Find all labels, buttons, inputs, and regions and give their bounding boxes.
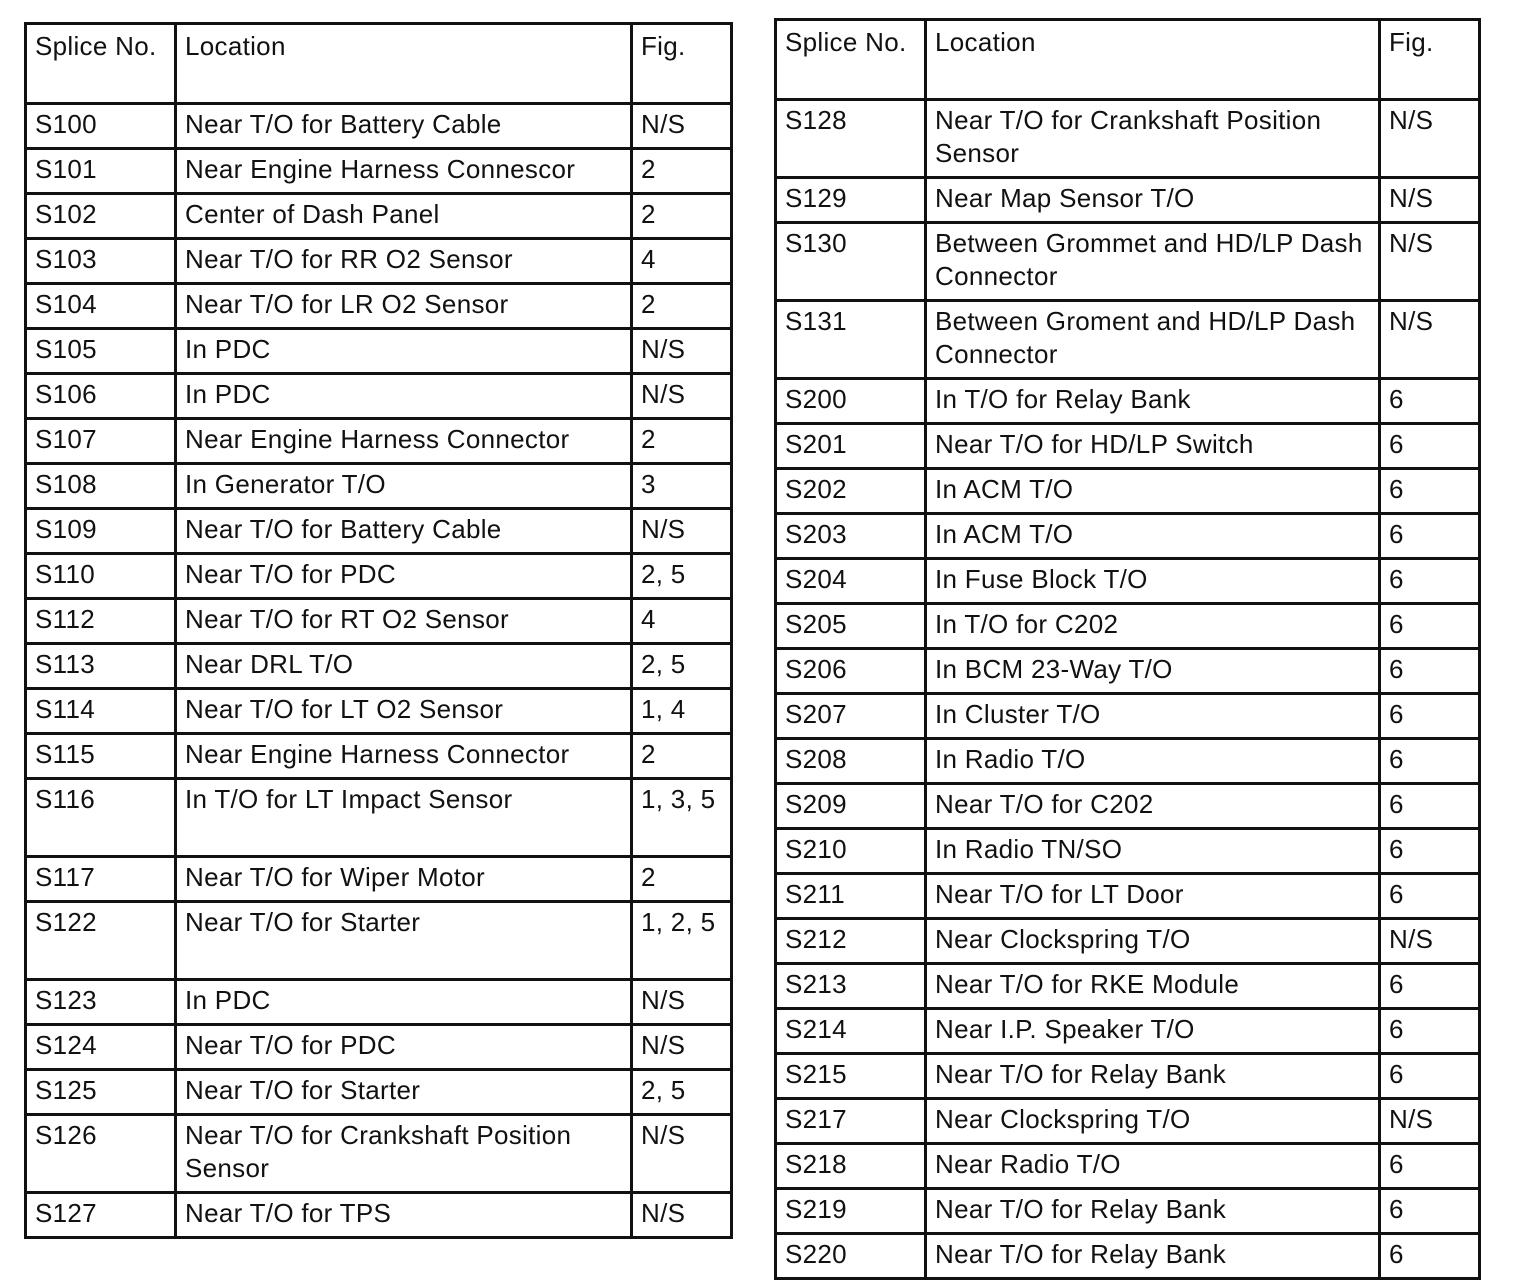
splice-no-cell: S122	[26, 902, 176, 980]
splice-no-cell: S106	[26, 374, 176, 419]
location-cell: Near Radio T/O	[926, 1144, 1380, 1189]
location-cell: Between Grommet and HD/LP Dash Connector	[926, 223, 1380, 301]
fig-cell: 6	[1380, 379, 1480, 424]
fig-cell: 6	[1380, 784, 1480, 829]
location-cell: Near T/O for Battery Cable	[176, 509, 632, 554]
location-cell: In ACM T/O	[926, 469, 1380, 514]
splice-table-left	[24, 22, 733, 1239]
table-row	[776, 178, 1480, 223]
table-row	[776, 514, 1480, 559]
location-cell: Near Engine Harness Connector	[176, 419, 632, 464]
location-cell: Near T/O for RT O2 Sensor	[176, 599, 632, 644]
fig-cell: 2, 5	[632, 554, 732, 599]
splice-no-cell: S217	[776, 1099, 926, 1144]
fig-cell: 6	[1380, 739, 1480, 784]
splice-no-cell: S131	[776, 301, 926, 379]
fig-cell: 6	[1380, 424, 1480, 469]
fig-cell: N/S	[632, 1193, 732, 1238]
table-row	[776, 649, 1480, 694]
splice-no-cell: S123	[26, 980, 176, 1025]
fig-cell: N/S	[1380, 1099, 1480, 1144]
splice-no-cell: S215	[776, 1054, 926, 1099]
location-cell: Near Clockspring T/O	[926, 1099, 1380, 1144]
table-row	[776, 301, 1480, 379]
splice-no-cell: S209	[776, 784, 926, 829]
location-cell: In T/O for Relay Bank	[926, 379, 1380, 424]
location-cell: Near Engine Harness Connescor	[176, 149, 632, 194]
fig-cell: N/S	[1380, 301, 1480, 379]
splice-no-cell: S200	[776, 379, 926, 424]
fig-cell: N/S	[632, 509, 732, 554]
splice-no-cell: S102	[26, 194, 176, 239]
splice-no-cell: S108	[26, 464, 176, 509]
location-cell: In Cluster T/O	[926, 694, 1380, 739]
header-fig: Fig.	[632, 24, 732, 104]
fig-cell: 2, 5	[632, 644, 732, 689]
table-row	[26, 857, 732, 902]
table-row	[26, 239, 732, 284]
fig-cell: 6	[1380, 874, 1480, 919]
table-row	[776, 100, 1480, 178]
splice-no-cell: S115	[26, 734, 176, 779]
fig-cell: 2	[632, 734, 732, 779]
fig-cell: N/S	[632, 980, 732, 1025]
fig-cell: 2	[632, 194, 732, 239]
splice-no-cell: S207	[776, 694, 926, 739]
fig-cell: 2	[632, 857, 732, 902]
fig-cell: 1, 3, 5	[632, 779, 732, 857]
location-cell: In BCM 23-Way T/O	[926, 649, 1380, 694]
fig-cell: 4	[632, 599, 732, 644]
table-row	[26, 464, 732, 509]
fig-cell: N/S	[632, 1115, 732, 1193]
splice-no-cell: S219	[776, 1189, 926, 1234]
location-cell: Near T/O for LT Door	[926, 874, 1380, 919]
splice-no-cell: S112	[26, 599, 176, 644]
splice-no-cell: S201	[776, 424, 926, 469]
table-row	[26, 689, 732, 734]
table-row	[776, 739, 1480, 784]
fig-cell: 6	[1380, 1144, 1480, 1189]
location-cell: Near DRL T/O	[176, 644, 632, 689]
table-row	[26, 104, 732, 149]
location-cell: In Radio TN/SO	[926, 829, 1380, 874]
location-cell: Near T/O for LR O2 Sensor	[176, 284, 632, 329]
location-cell: Near Engine Harness Connector	[176, 734, 632, 779]
location-cell: Near T/O for TPS	[176, 1193, 632, 1238]
location-cell: Near I.P. Speaker T/O	[926, 1009, 1380, 1054]
fig-cell: 6	[1380, 514, 1480, 559]
location-cell: Near Clockspring T/O	[926, 919, 1380, 964]
splice-no-cell: S125	[26, 1070, 176, 1115]
fig-cell: 6	[1380, 604, 1480, 649]
location-cell: Near T/O for C202	[926, 784, 1380, 829]
table-row	[776, 469, 1480, 514]
splice-no-cell: S104	[26, 284, 176, 329]
location-cell: In PDC	[176, 329, 632, 374]
table-row	[26, 902, 732, 980]
location-cell: Between Groment and HD/LP Dash Connector	[926, 301, 1380, 379]
splice-no-cell: S220	[776, 1234, 926, 1279]
splice-table-right	[774, 18, 1481, 1280]
splice-no-cell: S212	[776, 919, 926, 964]
location-cell: Near T/O for Starter	[176, 1070, 632, 1115]
fig-cell: 6	[1380, 649, 1480, 694]
splice-no-cell: S105	[26, 329, 176, 374]
splice-no-cell: S103	[26, 239, 176, 284]
location-cell: Near T/O for Wiper Motor	[176, 857, 632, 902]
fig-cell: N/S	[1380, 223, 1480, 301]
location-cell: Center of Dash Panel	[176, 194, 632, 239]
splice-no-cell: S211	[776, 874, 926, 919]
fig-cell: N/S	[1380, 919, 1480, 964]
table-row	[776, 694, 1480, 739]
splice-no-cell: S114	[26, 689, 176, 734]
location-cell: Near T/O for Battery Cable	[176, 104, 632, 149]
location-cell: Near T/O for LT O2 Sensor	[176, 689, 632, 734]
header-splice-no: Splice No.	[26, 24, 176, 104]
location-cell: In Fuse Block T/O	[926, 559, 1380, 604]
table-row	[776, 1144, 1480, 1189]
table-row	[776, 1009, 1480, 1054]
fig-cell: 6	[1380, 469, 1480, 514]
splice-no-cell: S110	[26, 554, 176, 599]
table-row	[26, 194, 732, 239]
fig-cell: N/S	[1380, 178, 1480, 223]
fig-cell: N/S	[1380, 100, 1480, 178]
fig-cell: 4	[632, 239, 732, 284]
table-row	[26, 149, 732, 194]
fig-cell: 6	[1380, 559, 1480, 604]
splice-no-cell: S218	[776, 1144, 926, 1189]
splice-no-cell: S126	[26, 1115, 176, 1193]
splice-no-cell: S210	[776, 829, 926, 874]
fig-cell: 6	[1380, 964, 1480, 1009]
fig-cell: 2, 5	[632, 1070, 732, 1115]
table-row	[26, 734, 732, 779]
splice-no-cell: S127	[26, 1193, 176, 1238]
table-row	[776, 964, 1480, 1009]
splice-no-cell: S113	[26, 644, 176, 689]
fig-cell: 2	[632, 284, 732, 329]
table-row	[26, 1025, 732, 1070]
table-row	[776, 559, 1480, 604]
table-row	[776, 1234, 1480, 1279]
table-row	[776, 919, 1480, 964]
location-cell: Near T/O for Relay Bank	[926, 1189, 1380, 1234]
splice-no-cell: S109	[26, 509, 176, 554]
header-splice-no: Splice No.	[776, 20, 926, 100]
fig-cell: N/S	[632, 329, 732, 374]
location-cell: Near Map Sensor T/O	[926, 178, 1380, 223]
splice-no-cell: S128	[776, 100, 926, 178]
location-cell: Near T/O for RKE Module	[926, 964, 1380, 1009]
table-row	[26, 419, 732, 464]
splice-no-cell: S130	[776, 223, 926, 301]
location-cell: In PDC	[176, 374, 632, 419]
location-cell: Near T/O for Relay Bank	[926, 1054, 1380, 1099]
fig-cell: 2	[632, 419, 732, 464]
location-cell: Near T/O for Crankshaft Position Sensor	[926, 100, 1380, 178]
location-cell: In T/O for LT Impact Sensor	[176, 779, 632, 857]
fig-cell: 2	[632, 149, 732, 194]
location-cell: Near T/O for Starter	[176, 902, 632, 980]
location-cell: In PDC	[176, 980, 632, 1025]
fig-cell: 6	[1380, 1054, 1480, 1099]
table-row	[26, 779, 732, 857]
fig-cell: N/S	[632, 104, 732, 149]
splice-no-cell: S203	[776, 514, 926, 559]
splice-no-cell: S100	[26, 104, 176, 149]
splice-no-cell: S116	[26, 779, 176, 857]
splice-no-cell: S101	[26, 149, 176, 194]
splice-no-cell: S107	[26, 419, 176, 464]
table-row	[26, 374, 732, 419]
fig-cell: N/S	[632, 374, 732, 419]
location-cell: In Generator T/O	[176, 464, 632, 509]
header-fig: Fig.	[1380, 20, 1480, 100]
table-row	[26, 644, 732, 689]
table-row	[26, 329, 732, 374]
splice-no-cell: S202	[776, 469, 926, 514]
fig-cell: 1, 4	[632, 689, 732, 734]
splice-no-cell: S213	[776, 964, 926, 1009]
fig-cell: 6	[1380, 1189, 1480, 1234]
fig-cell: N/S	[632, 1025, 732, 1070]
location-cell: Near T/O for RR O2 Sensor	[176, 239, 632, 284]
fig-cell: 6	[1380, 694, 1480, 739]
splice-no-cell: S208	[776, 739, 926, 784]
splice-no-cell: S117	[26, 857, 176, 902]
table-row	[776, 1099, 1480, 1144]
table-row	[26, 599, 732, 644]
fig-cell: 3	[632, 464, 732, 509]
table-row	[776, 424, 1480, 469]
location-cell: In T/O for C202	[926, 604, 1380, 649]
splice-no-cell: S205	[776, 604, 926, 649]
table-row	[26, 1070, 732, 1115]
fig-cell: 6	[1380, 1009, 1480, 1054]
table-row	[26, 1193, 732, 1238]
location-cell: In Radio T/O	[926, 739, 1380, 784]
splice-no-cell: S214	[776, 1009, 926, 1054]
table-row	[776, 1189, 1480, 1234]
table-row	[26, 980, 732, 1025]
table-row	[26, 1115, 732, 1193]
table-row	[776, 874, 1480, 919]
table-row	[776, 829, 1480, 874]
location-cell: Near T/O for PDC	[176, 554, 632, 599]
location-cell: In ACM T/O	[926, 514, 1380, 559]
table-header-row	[26, 24, 732, 104]
header-location: Location	[926, 20, 1380, 100]
table-row	[776, 379, 1480, 424]
header-location: Location	[176, 24, 632, 104]
table-row	[776, 784, 1480, 829]
table-row	[776, 223, 1480, 301]
location-cell: Near T/O for Crankshaft Position Sensor	[176, 1115, 632, 1193]
fig-cell: 6	[1380, 1234, 1480, 1279]
splice-no-cell: S204	[776, 559, 926, 604]
splice-no-cell: S129	[776, 178, 926, 223]
location-cell: Near T/O for HD/LP Switch	[926, 424, 1380, 469]
table-row	[776, 604, 1480, 649]
location-cell: Near T/O for Relay Bank	[926, 1234, 1380, 1279]
location-cell: Near T/O for PDC	[176, 1025, 632, 1070]
table-row	[26, 284, 732, 329]
fig-cell: 6	[1380, 829, 1480, 874]
fig-cell: 1, 2, 5	[632, 902, 732, 980]
table-row	[26, 554, 732, 599]
table-row	[776, 1054, 1480, 1099]
splice-no-cell: S206	[776, 649, 926, 694]
splice-no-cell: S124	[26, 1025, 176, 1070]
table-header-row	[776, 20, 1480, 100]
table-row	[26, 509, 732, 554]
